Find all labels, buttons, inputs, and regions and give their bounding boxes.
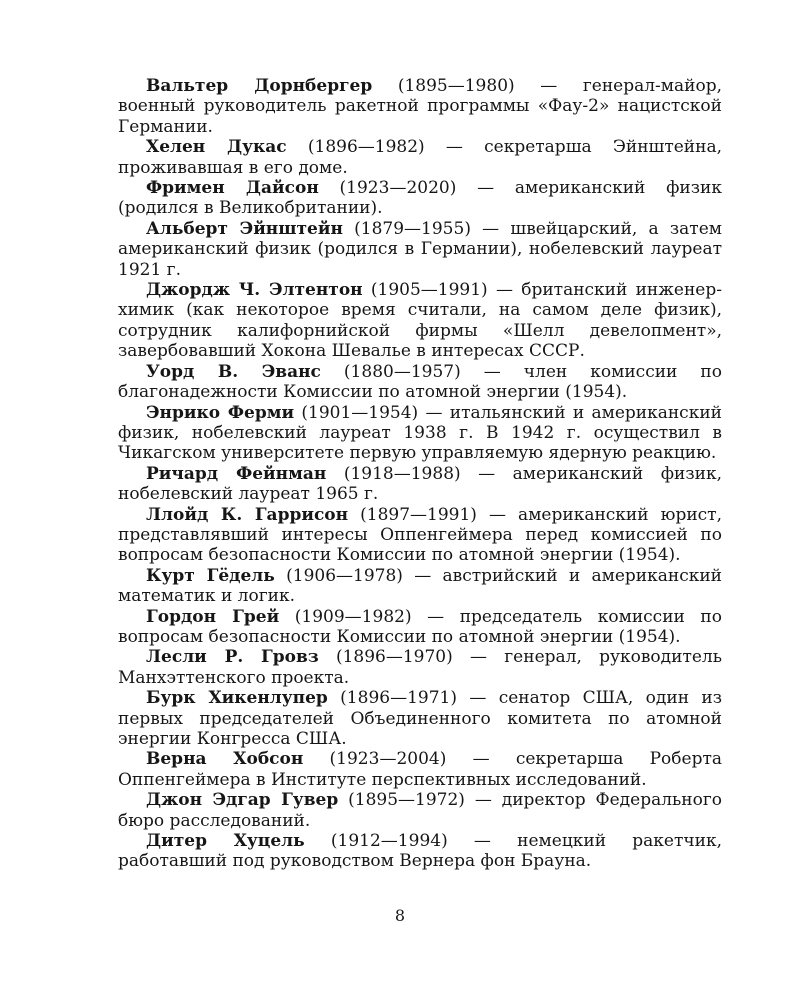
entry-dyson xyxy=(118,178,722,219)
entry-name: Гордон Грей xyxy=(146,606,280,627)
entry-description: (1896—1970) — генерал, руководитель Манхэттенского проекта. xyxy=(118,647,722,688)
entry-feynman xyxy=(118,464,722,505)
entry-huzel xyxy=(118,831,722,872)
entry-description: (1923—2020) — американский физик (родился в Великобритании). xyxy=(118,178,722,219)
entry-einstein xyxy=(118,219,722,280)
entry-evans xyxy=(118,362,722,403)
entry-hobson xyxy=(118,749,722,790)
entry-description: (1897—1991) — американский юрист, представлявший интересы Оппенгеймера перед комиссией по вопросам безопасности Комиссии по атомной энергии (1954). xyxy=(118,504,722,566)
entry-name: Фримен Дайсон xyxy=(146,178,319,199)
entry-name: Курт Гёдель xyxy=(146,565,275,586)
entry-description: (1895—1972) — директор Федерального бюро расследований. xyxy=(118,790,722,831)
entry-dornberger xyxy=(118,76,722,137)
entry-groves xyxy=(118,647,722,688)
entry-description: (1918—1988) — американский физик, нобелевский лауреат 1965 г. xyxy=(118,463,722,505)
entry-name: Хелен Дукас xyxy=(146,137,287,158)
entry-name: Ллойд К. Гаррисон xyxy=(146,504,349,525)
entry-description: (1906—1978) — австрийский и американский математик и логик. xyxy=(118,565,723,607)
entry-name: Лесли Р. Гровз xyxy=(146,647,319,668)
entry-hickenlooper xyxy=(118,688,722,749)
entry-name: Уорд В. Эванс xyxy=(146,361,321,382)
entry-description: (1923—2004) — секретарша Роберта Оппенгеймера в Институте перспективных исследований. xyxy=(118,749,722,790)
entry-description: (1905—1991) — британский инженер-химик (как некоторое время считали, на самом деле физик), сотрудник калифорнийской фирмы «Шелл девелопмент», завербовавший Хокона Шевалье в интересах СССР. xyxy=(118,280,722,362)
entry-description: (1896—1971) — сенатор США, один из первых председателей Объединенного комитета по атомной энергии Конгресса США. xyxy=(118,688,723,749)
entry-name: Альберт Эйнштейн xyxy=(146,218,343,239)
entry-description: (1896—1982) — секретарша Эйнштейна, проживавшая в его доме. xyxy=(118,137,722,178)
biographical-index xyxy=(118,76,722,872)
entry-name: Верна Хобсон xyxy=(146,749,304,770)
entry-eltenton xyxy=(118,280,722,362)
entry-name: Вальтер Дорнбергер xyxy=(146,76,373,96)
page-number: 8 xyxy=(394,906,406,925)
entry-name: Энрико Ферми xyxy=(146,402,295,423)
entry-name: Дитер Хуцель xyxy=(146,831,305,852)
entry-name: Джордж Ч. Элтентон xyxy=(146,280,363,301)
entry-description: (1879—1955) — швейцарский, а затем американский физик (родился в Германии), нобелевский лауреат 1921 г. xyxy=(118,218,722,280)
entry-fermi xyxy=(118,403,722,464)
entry-name: Джон Эдгар Гувер xyxy=(146,790,339,811)
entry-description: (1909—1982) — председатель комиссии по вопросам безопасности Комиссии по атомной энергии (1954). xyxy=(118,606,722,647)
entry-description: (1912—1994) — немецкий ракетчик, работавший под руководством Вернера фон Брауна. xyxy=(118,831,722,872)
entry-description: (1901—1954) — итальянский и американский физик, нобелевский лауреат 1938 г. В 1942 г. осуществил в Чикагском университете первую управляемую ядерную реакцию. xyxy=(118,402,722,464)
entry-goedel xyxy=(118,566,722,607)
entry-garrison xyxy=(118,505,722,566)
entry-name: Ричард Фейнман xyxy=(146,463,327,484)
entry-description: (1895—1980) — генерал-майор, военный руководитель ракетной программы «Фау-2» нацистской Германии. xyxy=(118,76,722,137)
entry-hoover xyxy=(118,790,722,831)
entry-description: (1880—1957) — член комиссии по благонадежности Комиссии по атомной энергии (1954). xyxy=(118,361,722,403)
entry-gray xyxy=(118,607,722,648)
entry-name: Бурк Хикенлупер xyxy=(146,688,328,709)
entry-dukas xyxy=(118,137,722,178)
